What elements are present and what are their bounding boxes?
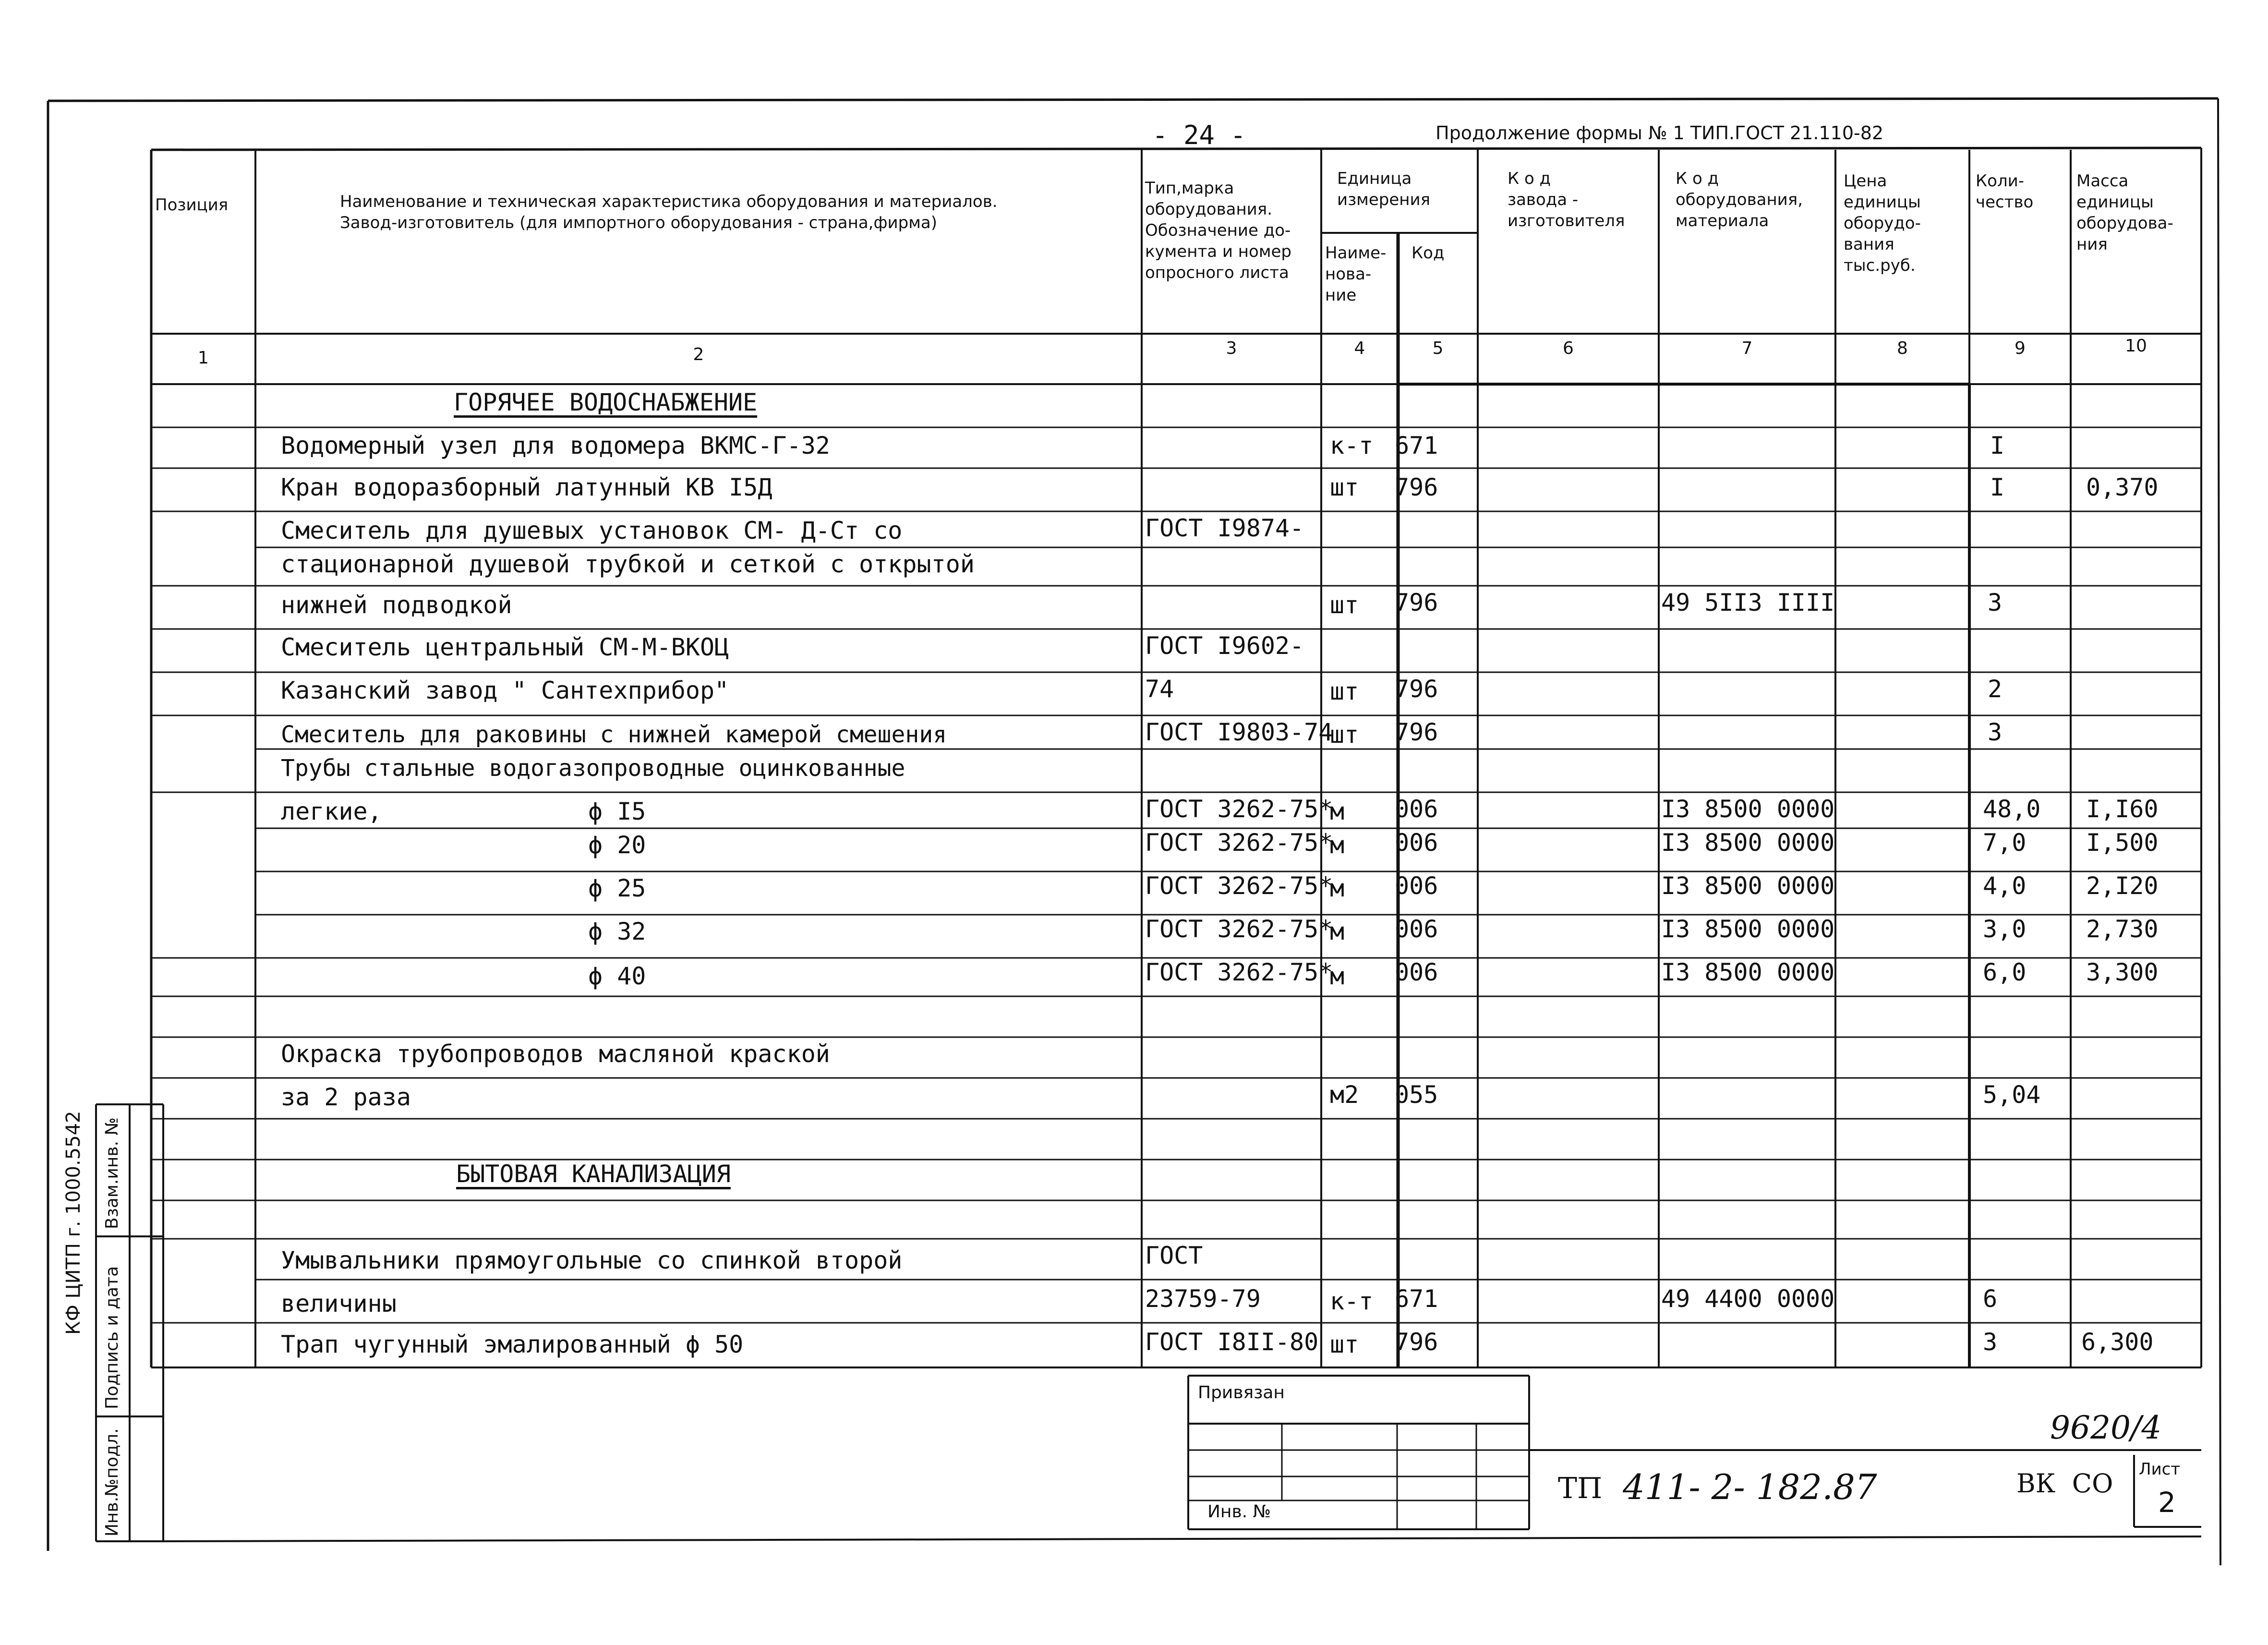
row-qty: 2 — [1988, 675, 2003, 703]
row-diameter: ϕ 20 — [588, 831, 646, 859]
row-qty: 3 — [1983, 1328, 1998, 1356]
row-unit: шт — [1330, 721, 1359, 749]
row-unit: м — [1330, 831, 1345, 859]
row-code: 796 — [1395, 1328, 1438, 1356]
row-code: 796 — [1395, 675, 1438, 703]
row-unit: к-т — [1330, 432, 1374, 460]
header-material-code: К о д оборудования, материала — [1676, 169, 1803, 230]
row-qty: 48,0 — [1983, 795, 2041, 823]
side-archive-code: КФ ЦИТП г. 1000.5542 — [62, 1111, 84, 1335]
row-name: Казанский завод " Сантехприбор" — [281, 677, 729, 704]
row-material-code: 49 4400 0000 — [1661, 1285, 1835, 1313]
row-name: Кран водоразборный латунный КВ I5Д — [281, 473, 772, 501]
row-material-code: I3 8500 0000 — [1661, 795, 1835, 823]
row-type: ГОСТ I9602- — [1145, 632, 1304, 660]
row-type: ГОСТ I9874- — [1145, 514, 1304, 542]
row-name: Водомерный узел для водомера ВКМС-Г-32 — [281, 432, 830, 460]
section-code: ВК СО — [2016, 1468, 2113, 1499]
row-code: 006 — [1395, 795, 1438, 823]
side-signature-date: Подпись и дата — [102, 1266, 122, 1409]
row-code: 006 — [1395, 829, 1438, 857]
row-type: 74 — [1145, 675, 1174, 703]
colnum-3: 3 — [1226, 339, 1237, 358]
colnum-9: 9 — [2015, 339, 2026, 358]
row-unit: шт — [1330, 473, 1359, 501]
row-diameter: ϕ I5 — [588, 798, 646, 825]
stamp-bound-label: Привязан — [1198, 1383, 1285, 1403]
row-name: легкие, — [281, 798, 382, 825]
tp-code: 411- 2- 182.87 — [1623, 1467, 1877, 1507]
row-unit: м2 — [1330, 1081, 1359, 1109]
row-code: 006 — [1395, 872, 1438, 900]
row-code: 796 — [1395, 589, 1438, 617]
row-type: ГОСТ 3262-75* — [1145, 915, 1333, 943]
doc-number: 9620/4 — [2050, 1409, 2162, 1446]
sheet-number: 2 — [2158, 1486, 2176, 1519]
row-qty: 5,04 — [1983, 1081, 2041, 1109]
row-mass: 2,730 — [2086, 915, 2159, 943]
row-type: ГОСТ I8II-80 — [1145, 1328, 1319, 1356]
row-unit: шт — [1330, 677, 1359, 705]
colnum-4: 4 — [1354, 339, 1365, 358]
row-name: стационарной душевой трубкой и сеткой с открытой — [281, 550, 975, 578]
row-name: за 2 раза — [281, 1083, 411, 1111]
colnum-1: 1 — [198, 348, 209, 368]
row-material-code: I3 8500 0000 — [1661, 958, 1835, 986]
row-code: 796 — [1395, 718, 1438, 746]
sheet-label: Лист — [2139, 1460, 2181, 1479]
row-type: ГОСТ 3262-75* — [1145, 958, 1333, 986]
row-mass: 3,300 — [2086, 958, 2159, 986]
row-qty: 3 — [1988, 589, 2003, 617]
row-unit: шт — [1330, 1331, 1359, 1358]
row-type: ГОСТ 3262-75* — [1145, 829, 1333, 857]
row-name: величины — [281, 1290, 397, 1318]
colnum-10: 10 — [2125, 336, 2147, 356]
row-material-code: I3 8500 0000 — [1661, 872, 1835, 900]
tp-label: ТП — [1558, 1472, 1603, 1505]
row-type: ГОСТ 3262-75* — [1145, 795, 1333, 823]
row-material-code: I3 8500 0000 — [1661, 829, 1835, 857]
row-diameter: ϕ 32 — [588, 918, 646, 945]
row-mass: 2,I20 — [2086, 872, 2159, 900]
row-mass: I,I60 — [2086, 795, 2159, 823]
row-name: Смеситель для душевых установок СМ- Д-Ст со — [281, 517, 903, 544]
row-type: ГОСТ 3262-75* — [1145, 872, 1333, 900]
row-diameter: ϕ 40 — [588, 962, 646, 990]
form-continuation: Продолжение формы № 1 ТИП.ГОСТ 21.110-82 — [1436, 122, 1884, 144]
side-inv-original: Инв.№подл. — [102, 1428, 122, 1536]
side-replaced-inv: Взам.инв. № — [102, 1117, 122, 1229]
header-name: Наименование и техническая характеристика оборудования и материалов. Завод-изготовитель (для импортного оборудования - страна,фирма) — [340, 192, 998, 232]
row-unit: к-т — [1330, 1287, 1374, 1315]
row-qty: I — [1990, 432, 2005, 460]
row-material-code: I3 8500 0000 — [1661, 915, 1835, 943]
row-qty: 6,0 — [1983, 958, 2027, 986]
header-quantity: Коли- чество — [1976, 171, 2034, 212]
row-code: 006 — [1395, 915, 1438, 943]
header-price: Цена единицы оборудо- вания тыс.руб. — [1844, 171, 1921, 275]
row-qty: I — [1990, 473, 2005, 501]
row-mass: I,500 — [2086, 829, 2159, 857]
colnum-2: 2 — [693, 345, 704, 364]
colnum-8: 8 — [1897, 339, 1908, 358]
row-material-code: 49 5II3 IIII — [1661, 589, 1835, 617]
header-unit-name: Наиме- нова- ние — [1325, 243, 1387, 305]
row-name: Смеситель для раковины с нижней камерой смешения — [281, 721, 947, 748]
header-type: Тип,марка оборудования. Обозначение до- кумента и номер опросного листа — [1145, 179, 1291, 282]
row-qty: 3,0 — [1983, 915, 2027, 943]
row-type: ГОСТ I9803-74 — [1145, 718, 1333, 746]
section-title: ГОРЯЧЕЕ ВОДОСНАБЖЕНИЕ — [454, 388, 758, 416]
row-name: Трубы стальные водогазопроводные оцинкованные — [281, 755, 905, 782]
row-code: 796 — [1395, 473, 1438, 501]
row-code: 006 — [1395, 958, 1438, 986]
row-unit: м — [1330, 962, 1345, 990]
row-qty: 4,0 — [1983, 872, 2027, 900]
row-mass: 6,300 — [2081, 1328, 2154, 1356]
header-position: Позиция — [155, 195, 229, 215]
row-name: Трап чугунный эмалированный ϕ 50 — [281, 1331, 744, 1358]
header-mass: Масса единицы оборудова- ния — [2076, 171, 2173, 254]
colnum-6: 6 — [1563, 339, 1574, 358]
row-unit: шт — [1330, 591, 1359, 619]
header-unit: Единица измерения — [1337, 169, 1431, 209]
row-qty: 3 — [1988, 718, 2003, 746]
row-unit: м — [1330, 918, 1345, 945]
colnum-5: 5 — [1432, 339, 1444, 358]
row-name: нижней подводкой — [281, 591, 512, 619]
row-name: Окраска трубопроводов масляной краской — [281, 1040, 830, 1068]
row-diameter: ϕ 25 — [588, 874, 646, 902]
row-type: 23759-79 — [1145, 1285, 1261, 1313]
row-qty: 7,0 — [1983, 829, 2027, 857]
row-type: ГОСТ — [1145, 1242, 1203, 1270]
section-title: БЫТОВАЯ КАНАЛИЗАЦИЯ — [456, 1160, 731, 1188]
row-code: 055 — [1395, 1081, 1438, 1109]
row-mass: 0,370 — [2086, 473, 2159, 501]
row-name: Смеситель центральный СМ-М-ВКОЦ — [281, 633, 729, 661]
row-unit: м — [1330, 874, 1345, 902]
row-unit: м — [1330, 798, 1345, 825]
header-plant-code: К о д завода - изготовителя — [1508, 169, 1625, 230]
row-code: 671 — [1395, 1285, 1438, 1313]
row-name: Умывальники прямоугольные со спинкой второй — [281, 1246, 903, 1274]
page-number: - 24 - — [1152, 120, 1246, 150]
header-unit-code: Код — [1411, 243, 1445, 263]
stamp-inv-label: Инв. № — [1207, 1502, 1271, 1522]
row-qty: 6 — [1983, 1285, 1998, 1313]
row-code: 671 — [1395, 432, 1438, 460]
colnum-7: 7 — [1741, 339, 1753, 358]
